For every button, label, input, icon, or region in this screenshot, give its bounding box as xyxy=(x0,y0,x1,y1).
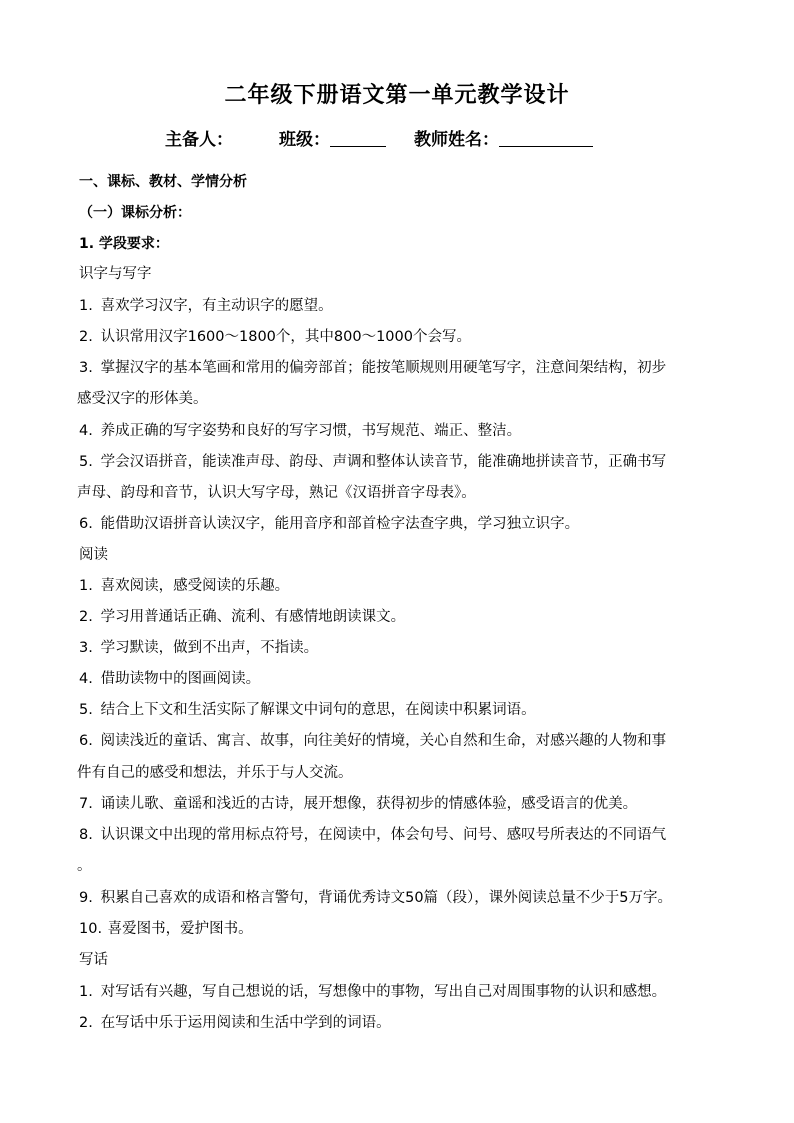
list-item: 4. 养成正确的写字姿势和良好的写字习惯，书写规范、端正、整洁。 xyxy=(79,423,522,439)
preparer-label: 主备人： xyxy=(165,130,233,150)
list-item: 10. 喜爱图书，爱护图书。 xyxy=(79,921,253,937)
list-item: 2. 在写话中乐于运用阅读和生活中学到的词语。 xyxy=(79,1015,391,1031)
class-blank[interactable] xyxy=(330,126,386,147)
teacher-name-label: 教师姓名： xyxy=(414,130,499,150)
list-item-continuation: 声母、韵母和音节，认识大写字母，熟记《汉语拼音字母表》。 xyxy=(77,485,476,501)
list-item: 5. 学会汉语拼音，能读准声母、韵母、声调和整体认读音节，能准确地拼读音节，正确书写 xyxy=(79,454,667,470)
list-item: 9. 积累自己喜欢的成语和格言警句，背诵优秀诗文50篇（段），课外阅读总量不少于5万字。 xyxy=(79,890,673,906)
writing-title: 写话 xyxy=(79,952,108,968)
list-item: 2. 学习用普通话正确、流利、有感情地朗读课文。 xyxy=(79,609,406,625)
reading-title: 阅读 xyxy=(79,547,108,563)
document-title: 二年级下册语文第一单元教学设计 xyxy=(224,83,570,108)
subsection-heading: （一）课标分析： xyxy=(79,205,191,221)
list-item: 6. 能借助汉语拼音认读汉字，能用音序和部首检字法查字典，学习独立识字。 xyxy=(79,516,580,532)
list-item-continuation: 件有自己的感受和想法，并乐于与人交流。 xyxy=(77,765,353,781)
class-label: 班级： xyxy=(279,130,330,150)
list-item: 5. 结合上下文和生活实际了解课文中词句的意思，在阅读中积累词语。 xyxy=(79,702,536,718)
list-item: 4. 借助读物中的图画阅读。 xyxy=(79,671,261,687)
list-item-continuation: 。 xyxy=(77,858,92,874)
list-item: 1. 喜欢学习汉字，有主动识字的愿望。 xyxy=(79,298,333,314)
list-item: 1. 对写话有兴趣，写自己想说的话，写想像中的事物，写出自己对周围事物的认识和感想。 xyxy=(79,984,667,1000)
list-item-continuation: 感受汉字的形体美。 xyxy=(77,391,208,407)
section-heading: 一、课标、教材、学情分析 xyxy=(79,174,247,190)
literacy-title: 识字与写字 xyxy=(79,266,152,282)
item-heading: 1. 学段要求： xyxy=(79,236,169,252)
list-item: 3. 掌握汉字的基本笔画和常用的偏旁部首；能按笔顺规则用硬笔写字，注意间架结构，初步 xyxy=(79,360,667,376)
list-item: 8. 认识课文中出现的常用标点符号，在阅读中，体会句号、问号、感叹号所表达的不同语气 xyxy=(79,827,667,843)
list-item: 2. 认识常用汉字1600～1800个，其中800～1000个会写。 xyxy=(79,329,471,345)
list-item: 1. 喜欢阅读，感受阅读的乐趣。 xyxy=(79,578,290,594)
list-item: 6. 阅读浅近的童话、寓言、故事，向往美好的情境，关心自然和生命，对感兴趣的人物和事 xyxy=(79,733,667,749)
header-fields xyxy=(165,126,593,154)
teacher-name-blank[interactable] xyxy=(499,126,593,147)
list-item: 3. 学习默读，做到不出声，不指读。 xyxy=(79,640,319,656)
list-item: 7. 诵读儿歌、童谣和浅近的古诗，展开想像，获得初步的情感体验，感受语言的优美。 xyxy=(79,796,638,812)
